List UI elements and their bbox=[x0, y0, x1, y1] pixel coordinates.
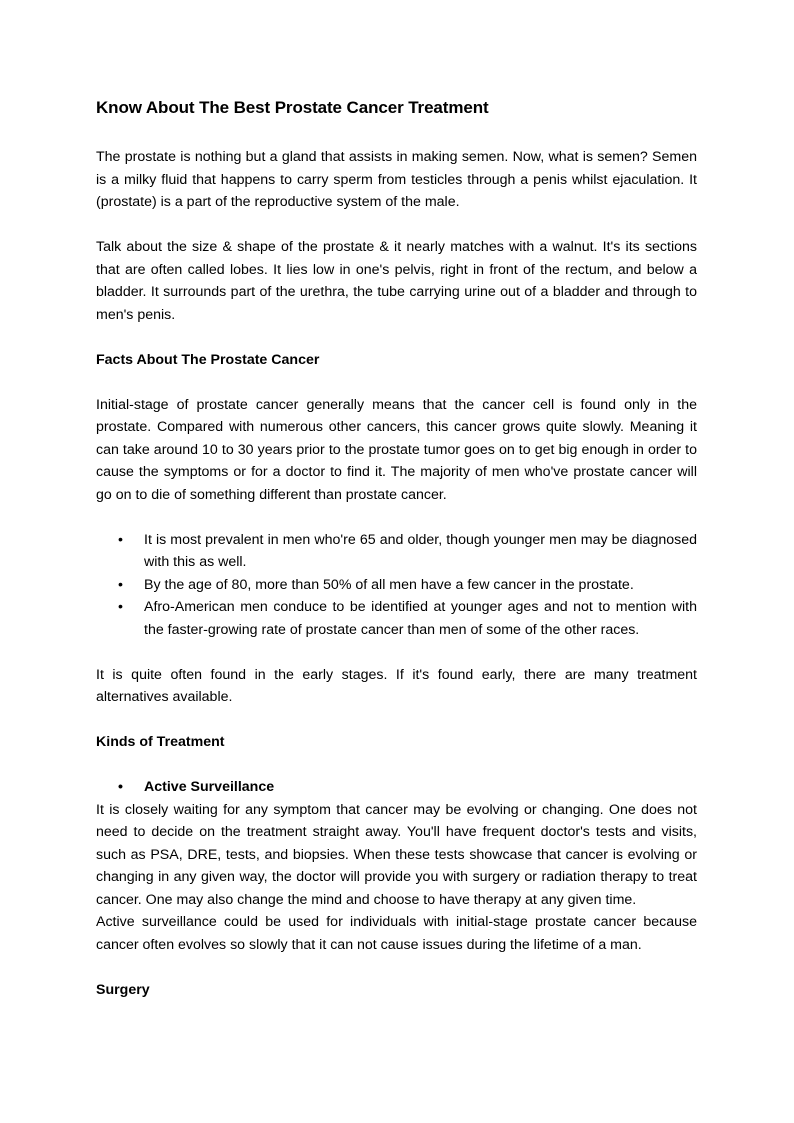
facts-bullet-item bbox=[96, 529, 697, 574]
facts-bullet-list bbox=[96, 529, 697, 642]
facts-bullet-item bbox=[96, 596, 697, 641]
intro-paragraph-2: Talk about the size & shape of the prostate & it nearly matches with a walnut. It's its sections that are often called lobes. It lies low in one's pelvis, right in front of the rectum, and below a bladder. It surrounds part of the urethra, the tube carrying urine out of a bladder and through to men's penis. bbox=[96, 239, 697, 323]
bullet-icon: • bbox=[118, 599, 123, 615]
bullet-icon: • bbox=[118, 779, 123, 795]
active-surveillance-label: Active Surveillance bbox=[144, 779, 275, 795]
facts-heading: Facts About The Prostate Cancer bbox=[96, 351, 320, 368]
treatment-heading: Kinds of Treatment bbox=[96, 734, 225, 750]
document-page bbox=[96, 96, 697, 1024]
bullet-text: Afro-American men conduce to be identified at younger ages and not to mention with the faster-growing rate of prostate cancer than men of some of the other races. bbox=[144, 599, 697, 638]
facts-paragraph: Initial-stage of prostate cancer generally means that the cancer cell is found only in the prostate. Compared with numerous other cancers, this cancer grows quite slowly. Meaning it can take around 10 to 30 years prior to the prostate tumor goes on to get big enough in order to cause the symptoms or for a doctor to find it. The majority of men who've prostate cancer will go on to die of something different than prostate cancer. bbox=[96, 396, 697, 503]
bullet-icon: • bbox=[118, 531, 123, 548]
treatment-bullet-list bbox=[96, 776, 697, 799]
active-surveillance-paragraph-1: It is closely waiting for any symptom that cancer may be evolving or changing. One does not need to decide on the treatment straight away. You'll have frequent doctor's tests and visits, such as PSA, DRE, tests, and biopsies. When these tests showcase that cancer is evolving or changing in any given way, the doctor will provide you with surgery or radiation therapy to treat cancer. One may also change the mind and choose to have therapy at any given time. bbox=[96, 801, 697, 908]
bullet-text: By the age of 80, more than 50% of all men have a few cancer in the prostate. bbox=[144, 576, 634, 593]
surgery-heading: Surgery bbox=[96, 981, 150, 998]
bullet-text: It is most prevalent in men who're 65 and older, though younger men may be diagnosed with this as well. bbox=[144, 531, 697, 570]
active-surveillance-item bbox=[96, 776, 697, 799]
bullet-icon: • bbox=[118, 576, 123, 593]
facts-bullet-item bbox=[96, 574, 697, 597]
intro-paragraph-1: The prostate is nothing but a gland that assists in making semen. Now, what is semen? Semen is a milky fluid that happens to carry sperm from testicles through a penis whilst ejaculation. It (prostate) is a part of the reproductive system of the male. bbox=[96, 149, 697, 210]
facts-closing-paragraph: It is quite often found in the early stages. If it's found early, there are many treatment alternatives available. bbox=[96, 666, 697, 705]
document-title: Know About The Best Prostate Cancer Treatment bbox=[96, 98, 489, 117]
active-surveillance-paragraph-2: Active surveillance could be used for individuals with initial-stage prostate cancer because cancer often evolves so slowly that it can not cause issues during the lifetime of a man. bbox=[96, 914, 697, 953]
